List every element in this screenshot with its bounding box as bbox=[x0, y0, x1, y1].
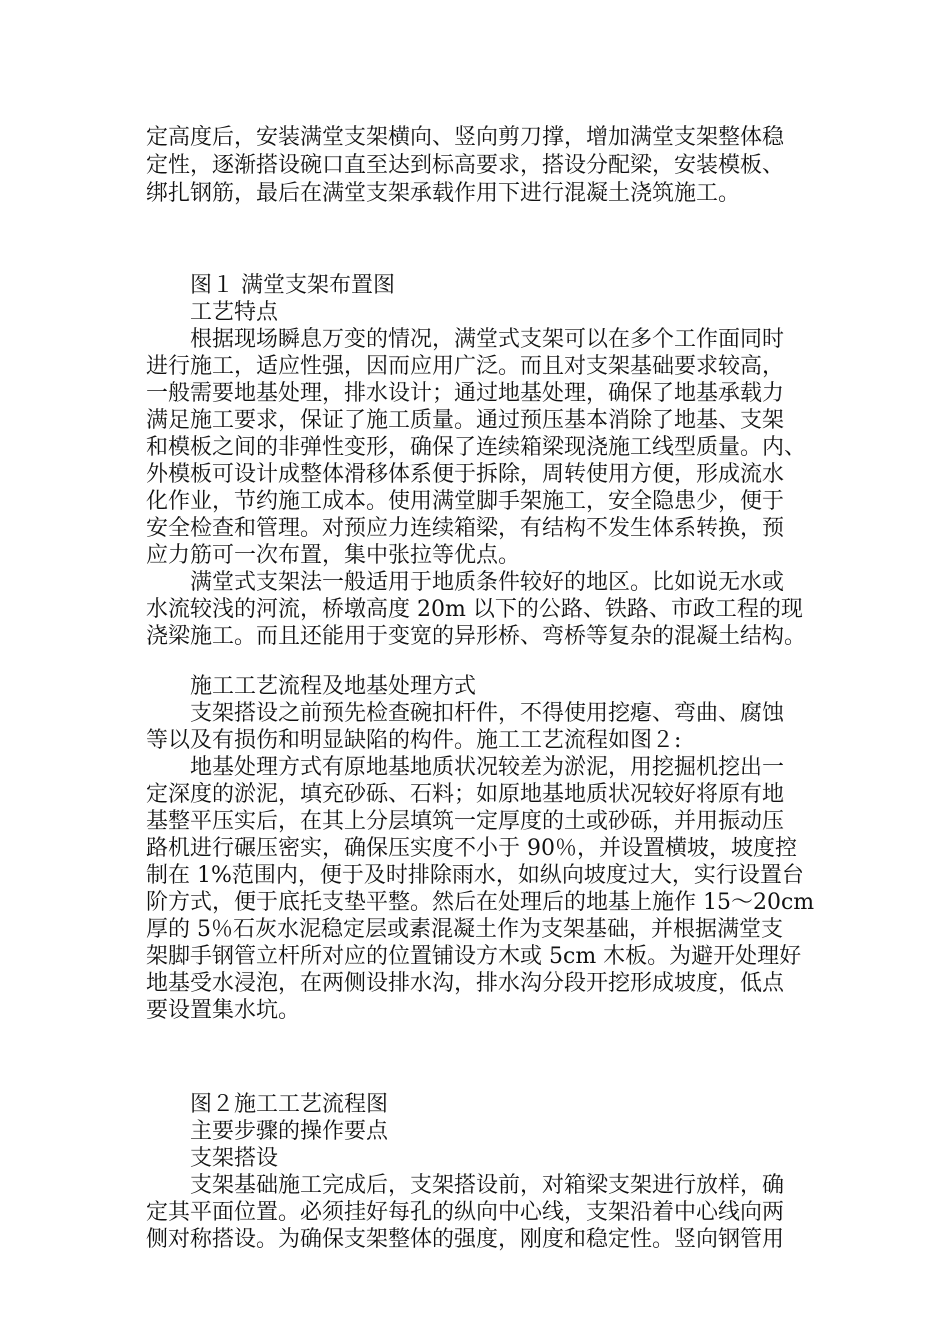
body-text-line: 制在 1%范围内，便于及时排除雨水，如纵向坡度过大，实行设置台 bbox=[146, 863, 804, 888]
body-text-line: 满足施工要求，保证了施工质量。通过预压基本消除了地基、支架 bbox=[146, 408, 785, 433]
section-heading: 施工工艺流程及地基处理方式 bbox=[190, 674, 477, 699]
body-text-line: 架脚手钢管立杆所对应的位置铺设方木或 5cm 木板。为避开处理好 bbox=[146, 944, 802, 969]
body-text-line: 和模板之间的非弹性变形，确保了连续箱梁现浇施工线型质量。内、 bbox=[146, 435, 807, 460]
body-text-line: 等以及有损伤和明显缺陷的构件。施工工艺流程如图２: bbox=[146, 728, 682, 753]
body-text-line: 支架基础施工完成后，支架搭设前，对箱梁支架进行放样，确 bbox=[190, 1173, 785, 1198]
body-text-line: 定高度后，安装满堂支架横向、竖向剪刀撑，增加满堂支架整体稳 bbox=[146, 125, 785, 150]
body-text-line: 水流较浅的河流，桥墩高度 20m 以下的公路、铁路、市政工程的现 bbox=[146, 597, 803, 622]
body-text-line: 浇梁施工。而且还能用于变宽的异形桥、弯桥等复杂的混凝土结构。 bbox=[146, 624, 807, 649]
body-text-line: 地基处理方式有原地基地质状况较差为淤泥，用挖掘机挖出一 bbox=[190, 755, 785, 780]
body-text-line: 定性，逐渐搭设碗口直至达到标高要求，搭设分配梁，安装模板、 bbox=[146, 153, 785, 178]
body-text-line: 进行施工，适应性强，因而应用广泛。而且对支架基础要求较高， bbox=[146, 354, 785, 379]
body-text-line: 外模板可设计成整体滑移体系便于拆除，周转使用方便，形成流水 bbox=[146, 462, 785, 487]
body-text-line: 侧对称搭设。为确保支架整体的强度，刚度和稳定性。竖向钢管用 bbox=[146, 1227, 785, 1252]
body-text-line: 基整平压实后，在其上分层填筑一定厚度的土或砂砾，并用振动压 bbox=[146, 809, 785, 834]
body-text-line: 定其平面位置。必须挂好每孔的纵向中心线，支架沿着中心线向两 bbox=[146, 1200, 785, 1225]
body-text-line: 满堂式支架法一般适用于地质条件较好的地区。比如说无水或 bbox=[190, 570, 785, 595]
body-text-line: 绑扎钢筋，最后在满堂支架承载作用下进行混凝土浇筑施工。 bbox=[146, 181, 741, 206]
body-text-line: 路机进行碾压密实，确保压实度不小于 90％，并设置横坡，坡度控 bbox=[146, 836, 797, 861]
section-heading: 工艺特点 bbox=[190, 300, 279, 325]
body-text-line: 阶方式，便于底托支垫平整。然后在处理后的地基上施作 15～20cm bbox=[146, 890, 815, 915]
body-text-line: 安全检查和管理。对预应力连续箱梁，有结构不发生体系转换，预 bbox=[146, 516, 785, 541]
body-text-line: 应力筋可一次布置，集中张拉等优点。 bbox=[146, 543, 521, 568]
body-text-line: 地基受水浸泡，在两侧设排水沟，排水沟分段开挖形成坡度，低点 bbox=[146, 971, 785, 996]
body-text-line: 根据现场瞬息万变的情况，满堂式支架可以在多个工作面同时 bbox=[190, 327, 785, 352]
body-text-line: 厚的 5％石灰水泥稳定层或素混凝土作为支架基础，并根据满堂支 bbox=[146, 917, 783, 942]
figure-caption: 图２施工工艺流程图 bbox=[190, 1092, 389, 1117]
section-heading: 主要步骤的操作要点 bbox=[190, 1119, 389, 1144]
body-text-line: 支架搭设之前预先检查碗扣杆件，不得使用挖瘪、弯曲、腐蚀 bbox=[190, 701, 785, 726]
body-text-line: 要设置集水坑。 bbox=[146, 998, 301, 1023]
body-text-line: 一般需要地基处理，排水设计；通过地基处理，确保了地基承载力 bbox=[146, 381, 785, 406]
figure-caption: 图１ 满堂支架布置图 bbox=[190, 273, 395, 298]
body-text-line: 化作业，节约施工成本。使用满堂脚手架施工，安全隐患少，便于 bbox=[146, 489, 785, 514]
body-text-line: 定深度的淤泥，填充砂砾、石料；如原地基地质状况较好将原有地 bbox=[146, 782, 785, 807]
sub-heading: 支架搭设 bbox=[190, 1146, 279, 1171]
